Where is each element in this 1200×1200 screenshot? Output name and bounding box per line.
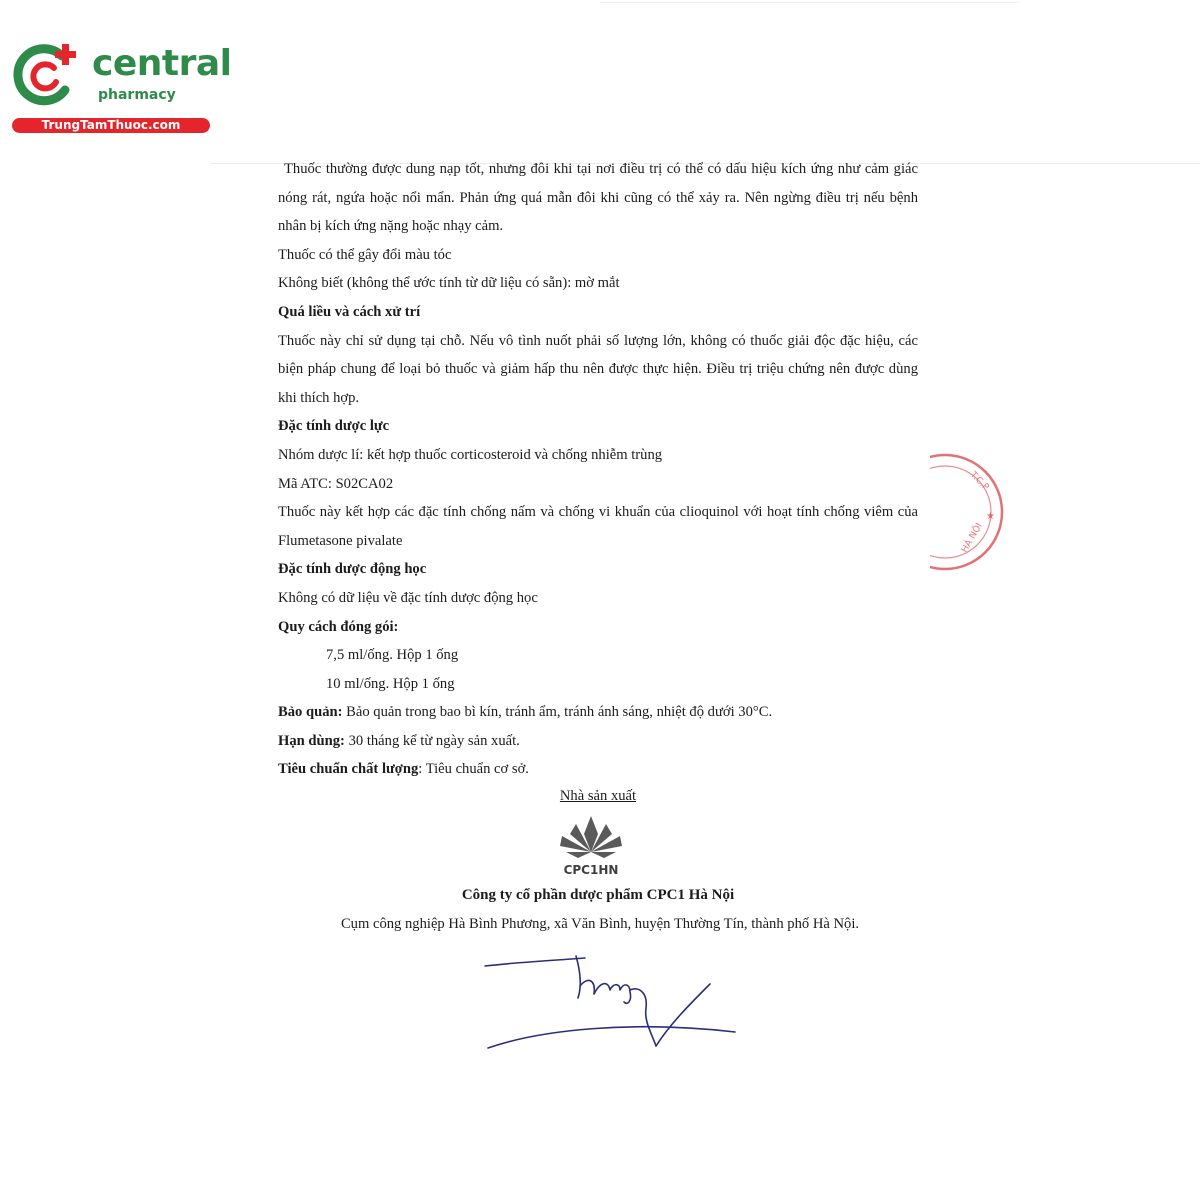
expiry-line <box>278 727 918 756</box>
svg-text:★: ★ <box>986 511 995 522</box>
atc-code: Mã ATC: S02CA02 <box>278 475 394 492</box>
quality-line <box>278 755 918 784</box>
cpc1hn-logo-text: CPC1HN <box>563 863 619 877</box>
brand-url-badge: TrungTamThuoc.com <box>12 118 210 133</box>
overdose-heading: Quá liều và cách xử trí <box>278 303 421 320</box>
pharmacological-group: Nhóm dược lí: kết hợp thuốc corticosteroid và chống nhiễm trùng <box>278 446 663 463</box>
storage-label: Bảo quản: <box>278 704 343 721</box>
document-body <box>278 155 918 784</box>
hair-discoloration-note: Thuốc có thể gây đổi màu tóc <box>278 246 452 263</box>
packaging-option-1: 7,5 ml/ống. Hộp 1 ống <box>326 647 459 664</box>
company-name: Công ty cổ phần dược phẩm CPC1 Hà Nội <box>461 887 735 903</box>
scan-artifact-line <box>600 2 1020 3</box>
quality-label: Tiêu chuẩn chất lượng <box>278 761 419 778</box>
brand-name: central <box>92 43 232 84</box>
combination-paragraph: Thuốc này kết hợp các đặc tính chống nấm và chống vi khuẩn của clioquinol với hoạt tính chống viêm của Flumetasone pivalate <box>278 504 918 549</box>
expiry-label: Hạn dùng: <box>278 732 345 749</box>
blurred-vision-note: Không biết (không thể ước tính từ dữ liệu có sẵn): mờ mắt <box>278 275 620 292</box>
central-pharmacy-logo <box>10 38 232 138</box>
cpc1hn-logo <box>556 812 626 878</box>
packaging-option-2: 10 ml/ống. Hộp 1 ống <box>326 675 455 692</box>
overdose-paragraph: Thuốc này chỉ sử dụng tại chỗ. Nếu vô tình nuốt phải số lượng lớn, không có thuốc giải độc đặc hiệu, các biện pháp chung để loại bỏ thuốc và giảm hấp thu nên được thực hiện. Điều trị triệu chứng nên được dùng khi thích hợp. <box>278 332 918 406</box>
side-effects-paragraph: Thuốc thường được dung nạp tốt, nhưng đôi khi tại nơi điều trị có thể có dấu hiệu kích ứng như cảm giác nóng rát, ngứa hoặc nổi mẩn. Phản ứng quá mẫn đôi khi cũng có thể xảy ra. Nên ngừng điều trị nếu bệnh nhân bị kích ứng nặng hoặc nhạy cảm. <box>278 161 918 235</box>
storage-text: Bảo quản trong bao bì kín, tránh ẩm, tránh ánh sáng, nhiệt độ dưới 30°C. <box>342 704 773 721</box>
svg-text:T.C.P: T.C.P <box>967 470 991 493</box>
pharmacodynamics-heading: Đặc tính dược lực <box>278 418 390 435</box>
pharmacy-cross-icon <box>10 38 90 108</box>
pharmacokinetics-heading: Đặc tính dược động học <box>278 561 427 578</box>
manufacturer-label: Nhà sản xuất <box>559 788 637 804</box>
brand-subtitle: pharmacy <box>98 87 176 103</box>
company-stamp <box>930 445 1010 580</box>
pharmacokinetics-paragraph: Không có dữ liệu về đặc tính dược động học <box>278 589 538 606</box>
director-signature <box>480 950 750 1060</box>
storage-line <box>278 698 918 727</box>
packaging-heading: Quy cách đóng gói: <box>278 618 399 635</box>
company-address: Cụm công nghiệp Hà Bình Phương, xã Văn Bình, huyện Thường Tín, thành phố Hà Nội. <box>340 916 860 932</box>
expiry-text: 30 tháng kể từ ngày sản xuất. <box>344 732 520 749</box>
quality-text: : Tiêu chuẩn cơ sở. <box>418 761 529 778</box>
svg-text:HÀ NỘI: HÀ NỘI <box>959 521 985 555</box>
